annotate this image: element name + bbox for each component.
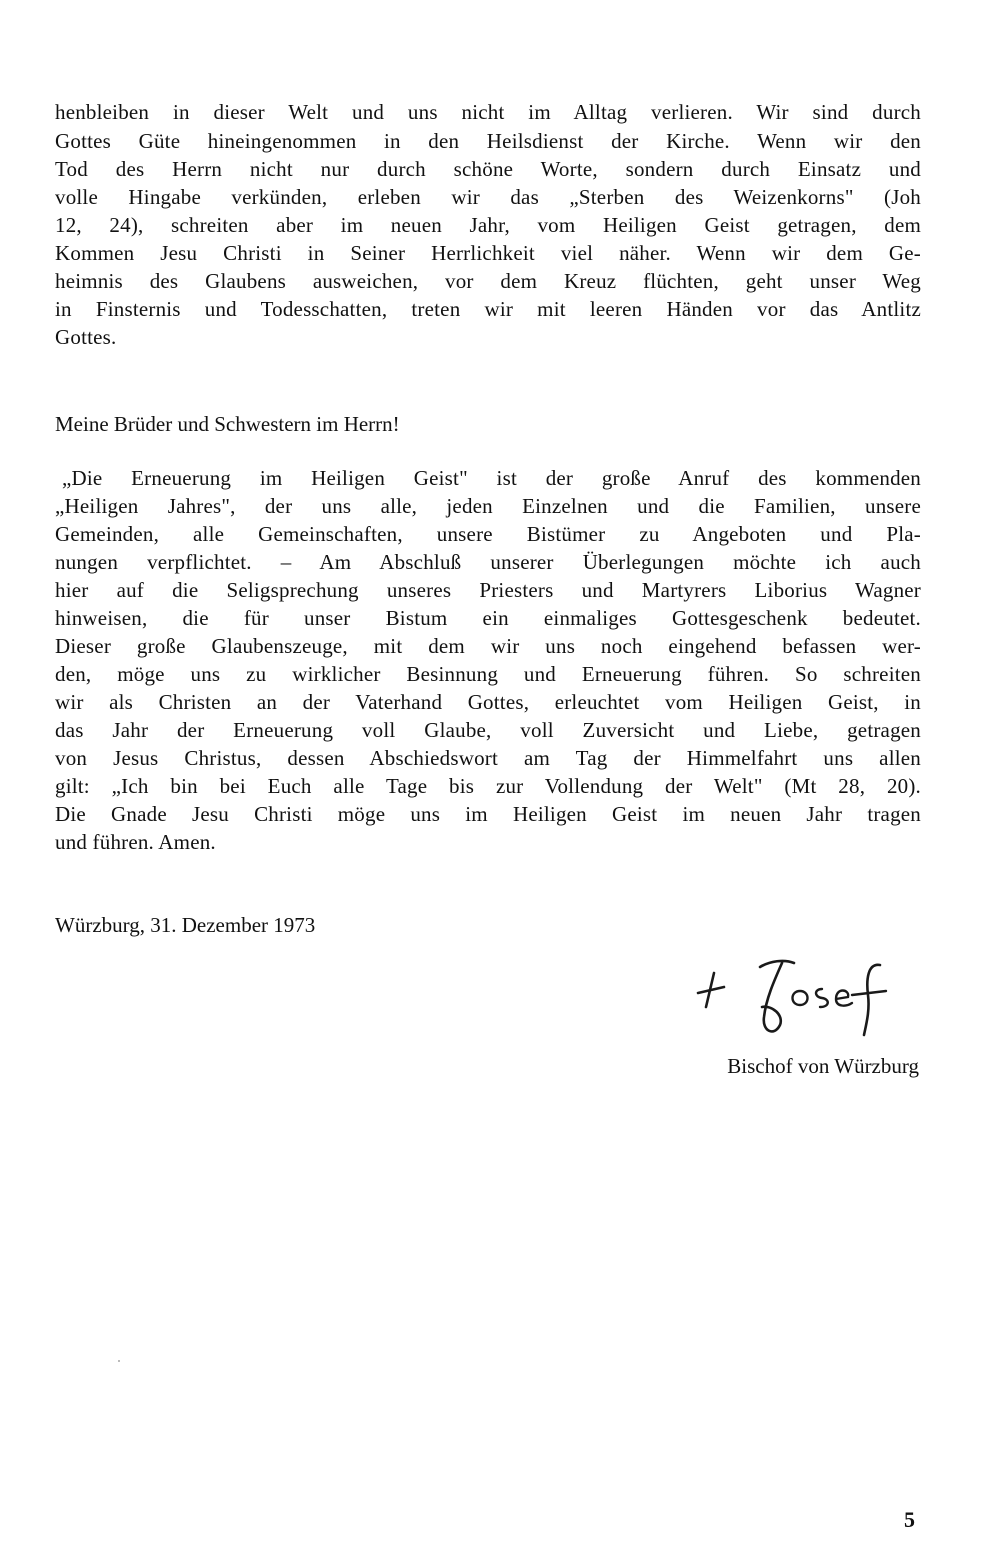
paragraph-1-line: henbleiben in dieser Welt und uns nicht im Alltag verlieren. Wir sind durch xyxy=(55,100,921,124)
paragraph-2-line: wir als Christen an der Vaterhand Gottes, erleuchtet vom Heiligen Geist, in xyxy=(55,690,921,714)
paragraph-2-line: „Heiligen Jahres", der uns alle, jeden Einzelnen und die Familien, unsere xyxy=(55,494,921,518)
place-date: Würzburg, 31. Dezember 1973 xyxy=(55,913,316,937)
paragraph-2-line: nungen verpflichtet. – Am Abschluß unserer Überlegungen möchte ich auch xyxy=(55,550,921,574)
salutation: Meine Brüder und Schwestern im Herrn! xyxy=(55,412,400,436)
paragraph-2-line: „Die Erneuerung im Heiligen Geist" ist der große Anruf des kommenden xyxy=(62,466,921,490)
paragraph-1-line: in Finsternis und Todesschatten, treten wir mit leeren Händen vor das Antlitz xyxy=(55,297,921,321)
paragraph-2-line: gilt: „Ich bin bei Euch alle Tage bis zur Vollendung der Welt" (Mt 28, 20). xyxy=(55,774,921,798)
signature-role: Bischof von Würzburg xyxy=(727,1054,919,1078)
paragraph-2-line: und führen. Amen. xyxy=(55,830,216,854)
paragraph-1-line: volle Hingabe verkünden, erleben wir das „Sterben des Weizenkorns" (Joh xyxy=(55,185,921,209)
paragraph-2-line: Dieser große Glaubenszeuge, mit dem wir uns noch eingehend befassen wer- xyxy=(55,634,921,658)
signature-image xyxy=(690,945,910,1045)
paragraph-1-line: Gottes Güte hineingenommen in den Heilsdienst der Kirche. Wenn wir den xyxy=(55,129,921,153)
page-number: 5 xyxy=(904,1507,915,1532)
paragraph-1-line: heimnis des Glaubens ausweichen, vor dem Kreuz flüchten, geht unser Weg xyxy=(55,269,921,293)
paragraph-1-line: Kommen Jesu Christi in Seiner Herrlichkeit viel näher. Wenn wir dem Ge- xyxy=(55,241,921,265)
paragraph-1-line: 12, 24), schreiten aber im neuen Jahr, vom Heiligen Geist getragen, dem xyxy=(55,213,921,237)
paragraph-2-line: Die Gnade Jesu Christi möge uns im Heiligen Geist im neuen Jahr tragen xyxy=(55,802,921,826)
paragraph-2-line: das Jahr der Erneuerung voll Glaube, voll Zuversicht und Liebe, getragen xyxy=(55,718,921,742)
paragraph-2-line: den, möge uns zu wirklicher Besinnung und Erneuerung führen. So schreiten xyxy=(55,662,921,686)
paragraph-2-line: von Jesus Christus, dessen Abschiedswort am Tag der Himmelfahrt uns allen xyxy=(55,746,921,770)
paragraph-2-line: Gemeinden, alle Gemeinschaften, unsere Bistümer zu Angeboten und Pla- xyxy=(55,522,921,546)
paragraph-1-line: Gottes. xyxy=(55,325,117,349)
paragraph-2-line: hier auf die Seligsprechung unseres Priesters und Martyrers Liborius Wagner xyxy=(55,578,921,602)
paragraph-2-line: hinweisen, die für unser Bistum ein einmaliges Gottesgeschenk bedeutet. xyxy=(55,606,921,630)
scan-speck xyxy=(118,1360,120,1362)
paragraph-1-line: Tod des Herrn nicht nur durch schöne Worte, sondern durch Einsatz und xyxy=(55,157,921,181)
